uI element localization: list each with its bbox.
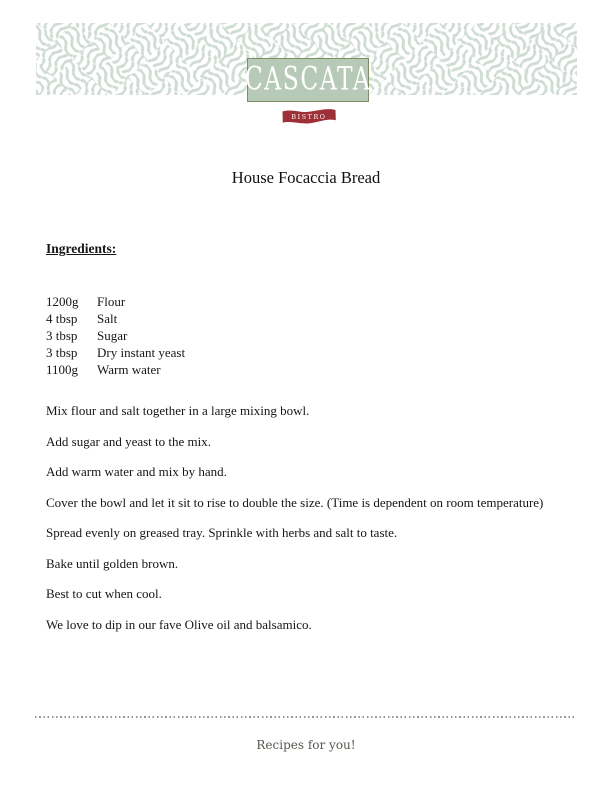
logo-text: CASCATA xyxy=(244,61,372,98)
instruction-paragraph: Cover the bowl and let it sit to rise to double the size. (Time is dependent on room temperature) xyxy=(46,494,544,510)
ingredients-list xyxy=(46,293,568,378)
ingredients-heading: Ingredients: xyxy=(46,241,117,256)
ingredient-row xyxy=(46,293,568,310)
ingredient-name: Salt xyxy=(97,311,118,326)
ingredient-name: Sugar xyxy=(97,328,128,343)
ingredient-qty: 1100g xyxy=(46,362,79,377)
ingredient-name: Warm water xyxy=(97,362,161,377)
instruction-paragraph: We love to dip in our fave Olive oil and balsamico. xyxy=(46,616,312,632)
ingredient-row xyxy=(46,327,568,344)
ingredient-row xyxy=(46,310,568,327)
ingredient-name: Flour xyxy=(97,294,126,309)
instruction-paragraph: Best to cut when cool. xyxy=(46,586,162,601)
instruction-paragraph: Add warm water and mix by hand. xyxy=(46,464,227,479)
bistro-ribbon xyxy=(281,107,337,126)
ingredient-qty: 3 tbsp xyxy=(46,345,78,360)
ribbon-text: BISTRO xyxy=(291,113,327,121)
ingredient-qty: 1200g xyxy=(46,294,79,309)
footer-dotted-divider xyxy=(35,716,577,718)
instruction-paragraph: Bake until golden brown. xyxy=(46,555,179,571)
ingredient-qty: 3 tbsp xyxy=(46,328,78,343)
instruction-paragraph: Spread evenly on greased tray. Sprinkle with herbs and salt to taste. xyxy=(46,525,398,540)
cascata-logo xyxy=(244,58,372,102)
ingredient-qty: 4 tbsp xyxy=(46,311,78,326)
footer-tagline: Recipes for you! xyxy=(256,738,356,752)
recipe-body xyxy=(46,240,568,646)
recipe-title: House Focaccia Bread xyxy=(231,168,381,187)
instruction-paragraph: Mix flour and salt together in a large mixing bowl. xyxy=(46,403,310,418)
ingredient-row xyxy=(46,361,568,378)
instruction-paragraph: Add sugar and yeast to the mix. xyxy=(46,433,211,449)
ingredient-row xyxy=(46,344,568,361)
ingredient-name: Dry instant yeast xyxy=(97,345,186,360)
